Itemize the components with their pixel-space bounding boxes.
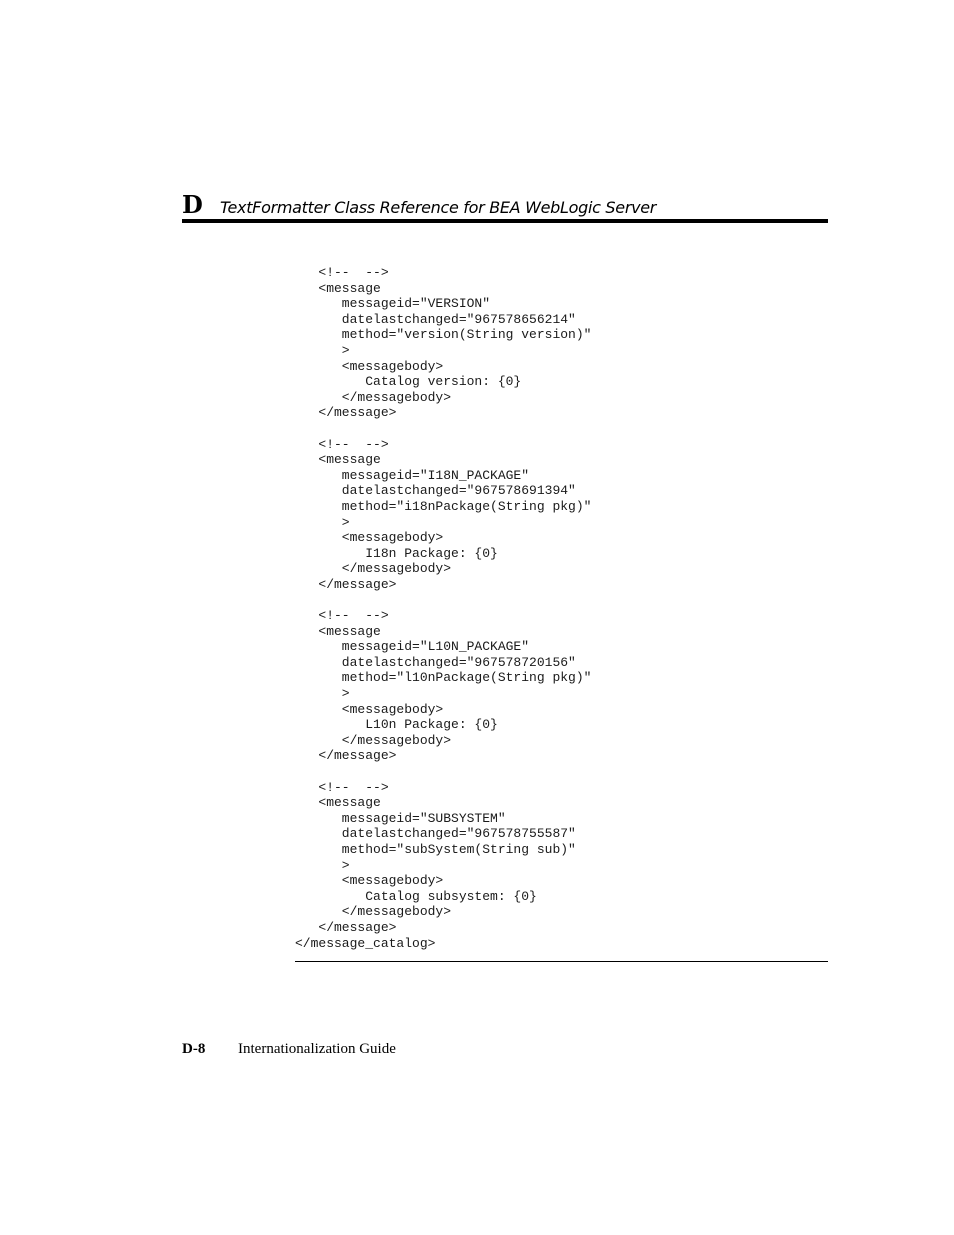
code-line: <message (295, 623, 381, 639)
code-line: <!-- --> (295, 779, 389, 795)
code-line: </messagebody> (295, 389, 452, 405)
code-line: method="version(String version)" (295, 327, 592, 343)
code-listing (295, 265, 591, 951)
code-line: I18n Package: {0} (295, 545, 498, 561)
code-line (295, 421, 591, 437)
code-line: datelastchanged="967578720156" (295, 654, 576, 670)
appendix-title: TextFormatter Class Reference for BEA WebLogic Server (220, 198, 657, 217)
code-line: method="subSystem(String sub)" (295, 841, 576, 857)
header-rule (182, 219, 828, 223)
code-line: datelastchanged="967578656214" (295, 311, 576, 327)
code-line: Catalog subsystem: {0} (295, 888, 537, 904)
code-line: Catalog version: {0} (295, 374, 522, 390)
code-line: <message (295, 280, 381, 296)
code-line: <message (295, 795, 381, 811)
code-line: </message> (295, 405, 397, 421)
code-line: <message (295, 452, 381, 468)
code-line: method="i18nPackage(String pkg)" (295, 498, 592, 514)
code-line: <!-- --> (295, 436, 389, 452)
code-line (295, 764, 591, 780)
code-line: </messagebody> (295, 732, 452, 748)
code-line: <messagebody> (295, 701, 444, 717)
code-line: > (295, 857, 350, 873)
code-line (295, 592, 591, 608)
code-line: > (295, 342, 350, 358)
code-line: </messagebody> (295, 904, 452, 920)
code-line: messageid="I18N_PACKAGE" (295, 467, 530, 483)
code-line: > (295, 514, 350, 530)
code-line: <!-- --> (295, 265, 389, 280)
code-line: method="l10nPackage(String pkg)" (295, 670, 592, 686)
code-line: <messagebody> (295, 873, 444, 889)
code-line: messageid="VERSION" (295, 296, 491, 312)
running-header (182, 186, 828, 222)
code-end-rule (295, 961, 828, 962)
code-line: <!-- --> (295, 608, 389, 624)
code-line: </message> (295, 748, 397, 764)
code-line: <messagebody> (295, 530, 444, 546)
page-number: D-8 (182, 1041, 206, 1057)
code-line: datelastchanged="967578691394" (295, 483, 576, 499)
page-footer (182, 1040, 396, 1058)
code-line: > (295, 686, 350, 702)
code-line: messageid="L10N_PACKAGE" (295, 639, 530, 655)
code-line: </message> (295, 576, 397, 592)
code-line: datelastchanged="967578755587" (295, 826, 576, 842)
code-line: </message> (295, 919, 397, 935)
appendix-letter: D (182, 190, 203, 219)
code-line: </messagebody> (295, 561, 452, 577)
code-line: L10n Package: {0} (295, 717, 498, 733)
code-line: messageid="SUBSYSTEM" (295, 810, 506, 826)
book-title: Internationalization Guide (238, 1041, 396, 1057)
code-line: </message_catalog> (295, 935, 436, 951)
code-line: <messagebody> (295, 358, 444, 374)
